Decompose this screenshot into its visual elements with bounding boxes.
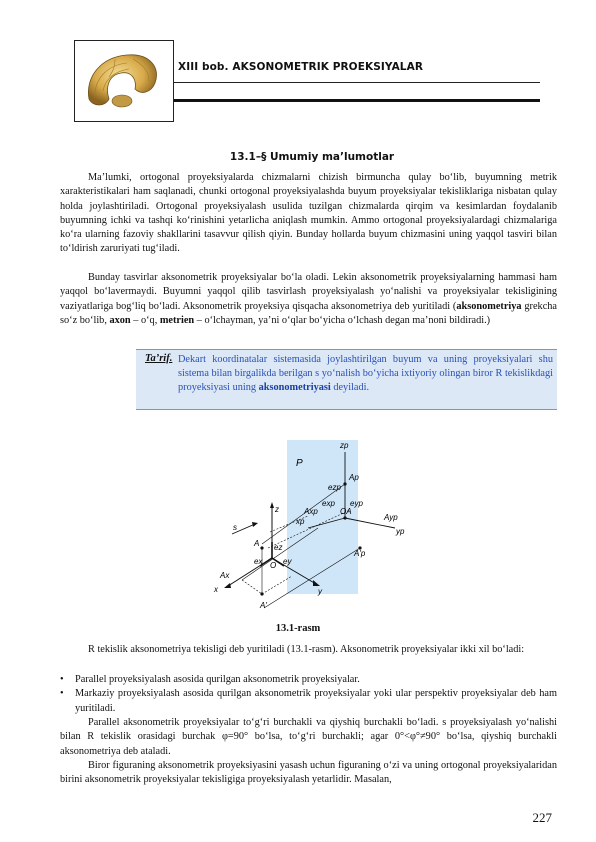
definition-label: Ta’rif.: [145, 353, 173, 364]
figure-axonometric-projection: [200, 436, 410, 616]
label-yp: yp: [396, 527, 405, 536]
section-title: 13.1–§ Umumiy ma’lumotlar: [229, 151, 395, 163]
label-o: O: [270, 561, 277, 570]
paragraph-intro: Ma’lumki, ortogonal proyeksiyalarda chizmalarni chizish birmuncha qulay bo‘lib, buyumning metrik xarakteristikalari ham saqlanadi, chunki ortogonal proyeksiyalashda buyum proyeksiyalar tekisliklariga nisbatan qulay holda joylashtiriladi. Ortogonal proyeksiyalash usulida tuzilgan chizmalarda qirqim va kesimlardan foydalanib buyumning ichki va tashqi ko‘rinishini yetarlicha aniqlash mumkin. Ammo ortogonal proyeksiyalardagi chizmalariga ko‘ra ularning fazoviy shakllarini tasavvur qilish qiyin. Bunday hollarda buyum chizmasini uning yaqqol tasviri bilan to‘ldirish zaruriyati tug‘iladi.: [60, 172, 557, 255]
label-z: z: [275, 505, 279, 514]
chapter-logo-image: [74, 40, 174, 122]
label-exp: exp: [322, 499, 335, 508]
label-ey: ey: [283, 557, 292, 566]
header-rule-thick: [174, 99, 540, 102]
label-axp: Axp: [304, 507, 318, 516]
label-ax: Ax: [220, 571, 230, 580]
label-a1: A': [260, 601, 267, 610]
torus-illustration: [75, 41, 173, 121]
label-zp: zp: [340, 441, 349, 450]
label-plane-p: P: [296, 458, 303, 469]
label-s: s: [233, 523, 237, 532]
label-ex: ex: [254, 557, 263, 566]
label-ezp: ezp: [328, 483, 341, 492]
bullet-list: [60, 673, 557, 716]
label-ap: Ap: [349, 473, 359, 482]
page-number: 227: [532, 810, 552, 825]
list-item: • Markaziy proyeksiyalash asosida qurilgan aksonometrik proyeksiyalar yoki ular perspektiv proyeksiyalar deb ham yuritiladi.: [60, 688, 557, 714]
definition-text: Dekart koordinatalar sistemasida joylashtirilgan buyum va uning proyeksiyalari shu sistema bilan birgalikda berilgan s yo‘nalish bo‘yicha ixtiyoriy olingan biror R tekislikdagi proyeksiyasi uning aksonometriyasi deyiladi.: [178, 354, 553, 393]
paragraph-plane-r: R tekislik aksonometriya tekisligi deb yuritiladi (13.1-rasm). Aksonometrik proyeksiyalar ikki xil bo‘ladi:: [88, 644, 525, 655]
paragraph-axonometry-definition: Bunday tasvirlar aksonometrik proyeksiyalar bo‘la oladi. Lekin aksonometrik proyeksiyalarning hammasi ham yaqqol bo‘lavermaydi. Buyumni yaqqol qilib tasvirlash proyeksiyalash yo‘nalishi va proyeksiyalar tekisligining vaziyatlariga bog‘liq bo‘ladi. Aksonometrik proyeksiya qisqacha aksonometriya deb yuritiladi (aksonometriya grekcha so‘z bo‘lib, axon – o‘q, metrien – o‘lchayman, ya’ni o‘qlar bo‘yicha o‘lchash degan ma’noni bildiradi.): [60, 272, 557, 326]
label-xp: xp: [296, 517, 305, 526]
label-y: y: [318, 587, 322, 596]
label-eyp: eyp: [350, 499, 363, 508]
list-item: • Parallel proyeksiyalash asosida qurilgan aksonometrik proyeksiyalar.: [60, 674, 360, 685]
chapter-title: XIII bob. AKSONOMETRIK PROEKSIYALAR: [178, 61, 424, 73]
paragraph-construction: Biror figuraning aksonometrik proyeksiyasini yasash uchun figuraning o‘zi va uning ortogonal proyeksiyalaridan birini aksonometrik proyeksiyalar tekisligiga proyeksiyalash yetarlidir. Masalan,: [60, 760, 557, 786]
figure-caption: 13.1-rasm: [275, 623, 321, 634]
header-rule-thin: [174, 82, 540, 83]
label-ez: ez: [274, 543, 283, 552]
paragraph-parallel-types: Parallel aksonometrik proyeksiyalar to‘g‘ri burchakli va qiyshiq burchakli bo‘ladi. s proyeksiyalash yo‘nalishi bilan R tekislik orasidagi burchak φ=90° bo‘lsa, to‘g‘ri burchakli; agar 0°<φ°≠90° bo‘lsa, qiyshiq burchakli aksonometriya deb ataladi.: [60, 717, 557, 757]
label-a1p: A'p: [354, 549, 366, 558]
label-x: x: [214, 585, 218, 594]
label-ayp: Ayp: [384, 513, 398, 522]
label-a: A: [254, 539, 260, 548]
label-oa: OA: [340, 507, 352, 516]
